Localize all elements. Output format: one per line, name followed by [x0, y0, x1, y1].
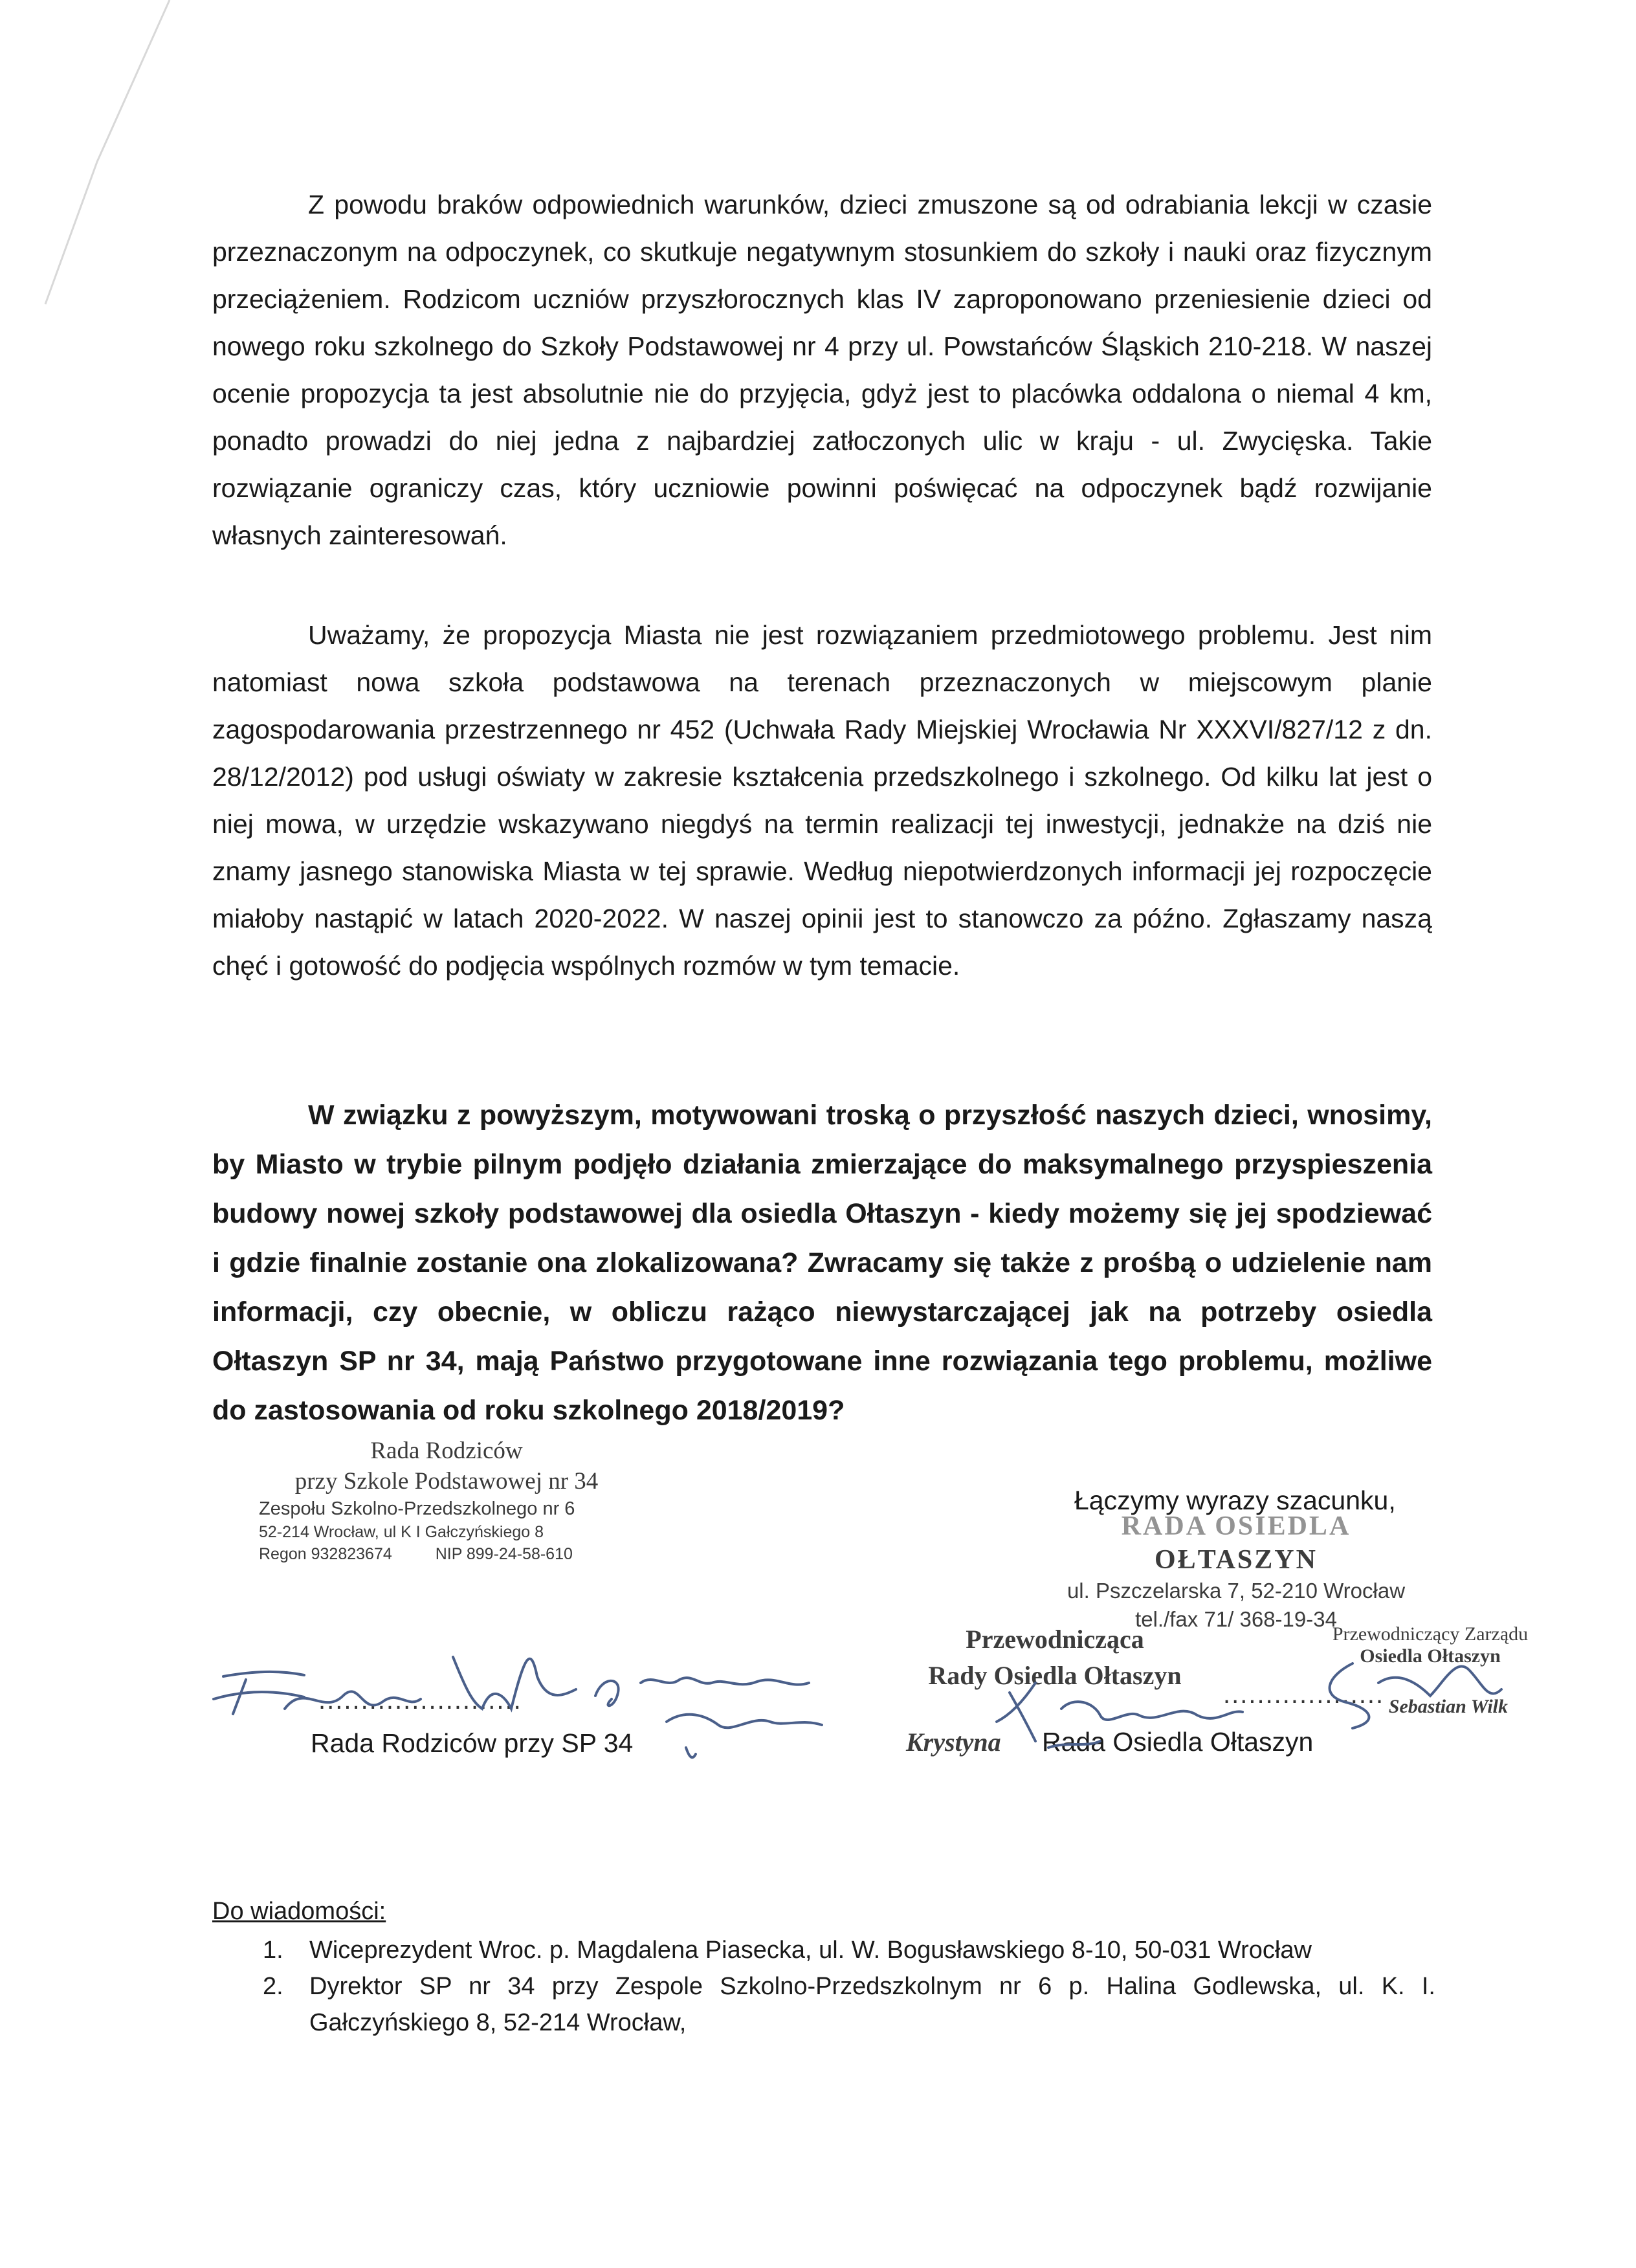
board-name: Sebastian Wilk	[1388, 1696, 1508, 1717]
distribution-items	[212, 1932, 1435, 2041]
paragraph-1	[212, 181, 1432, 559]
scan-edge-line	[0, 0, 194, 362]
paragraph-1-text: Z powodu braków odpowiednich warunków, dzieci zmuszone są od odrabiania lekcji w czasie przeznaczonym na odpoczynek, co skutkuje negatywnym stosunkiem do szkoły i nauki oraz fizycznym przeciążeniem. Rodzicom uczniów przyszłorocznych klas IV zaproponowano przeniesienie dzieci od nowego roku szkolnego do Szkoły Podstawowej nr 4 przy ul. Powstańców Śląskich 210-218. W naszej ocenie propozycja ta jest absolutnie nie do przyjęcia, gdyż jest to placówka oddalona o niemal 4 km, ponadto prowadzi do niej jedna z najbardziej zatłoczonych ulic w kraju - ul. Zwycięska. Takie rozwiązanie ograniczy czas, który uczniowie powinni poświęcać na odpoczynek bądź rozwijanie własnych zainteresowań.	[212, 190, 1432, 550]
district-council-stamp	[1010, 1511, 1463, 1634]
distribution-heading: Do wiadomości:	[212, 1898, 386, 1925]
paragraph-2	[212, 612, 1432, 990]
list-item	[212, 1932, 1435, 1968]
left-signature-dots: ........................	[318, 1686, 522, 1715]
list-item-text: Wiceprezydent Wroc. p. Magdalena Piasecka, ul. W. Bogusławskiego 8-10, 50-031 Wrocław	[309, 1937, 1312, 1964]
left-signature-caption: Rada Rodziców przy SP 34	[311, 1728, 634, 1758]
right-signature-caption: Rada Osiedla Ołtaszyn	[1042, 1727, 1314, 1757]
stamp-line-1: Rada Rodziców	[370, 1438, 523, 1464]
chair-name: Krystyna	[906, 1728, 1001, 1757]
closing-regards: Łączymy wyrazy szacunku,	[1074, 1485, 1396, 1515]
stamp-line-4: 52-214 Wrocław, ul K I Gałczyńskiego 8	[259, 1523, 544, 1541]
paragraph-2-text: Uważamy, że propozycja Miasta nie jest rozwiązaniem przedmiotowego problemu. Jest nim natomiast nowa szkoła podstawowa na terenach przeznaczonych w miejscowym planie zagospodarowania przestrzennego nr 452 (Uchwała Rady Miejskiej Wrocławia Nr XXXVI/827/12 z dn. 28/12/2012) pod usługi oświaty w zakresie kształcenia przedszkolnego i szkolnego. Od kilku lat jest o niej mowa, w urzędzie wskazywano niegdyś na termin realizacji tej inwestycji, jednakże na dziś nie znamy jasnego stanowiska Miasta w tej sprawie. Według niepotwierdzonych informacji jej rozpoczęcie miałoby nastąpić w latach 2020-2022. W naszej opinii jest to stanowczo za późno. Zgłaszamy naszą chęć i gotowość do podjęcia wspólnych rozmów w tym temacie.	[212, 620, 1432, 981]
stamp-line-2: przy Szkole Podstawowej nr 34	[294, 1468, 599, 1495]
paragraph-3-request	[212, 1091, 1432, 1435]
list-item-number: 1.	[263, 1937, 283, 1964]
board-title: Przewodniczący Zarządu	[1332, 1623, 1529, 1645]
stamp-nip: NIP 899-24-58-610	[435, 1545, 573, 1563]
parents-council-stamp	[259, 1436, 647, 1565]
chair-title: Przewodnicząca	[966, 1625, 1144, 1654]
stamp-council-name-2: OŁTASZYN	[1155, 1545, 1318, 1575]
board-council: Osiedla Ołtaszyn	[1360, 1645, 1501, 1667]
stamp-ids	[259, 1543, 647, 1565]
right-signature-dots: ...................	[1223, 1680, 1385, 1709]
paragraph-3-text: W związku z powyższym, motywowani troską o przyszłość naszych dzieci, wnosimy, by Miasto w trybie pilnym podjęło działania zmierzające do maksymalnego przyspieszenia budowy nowej szkoły podstawowej dla osiedla Ołtaszyn - kiedy możemy się jej spodziewać i gdzie finalnie zostanie ona zlokalizowana? Zwracamy się także z prośbą o udzielenie nam informacji, czy obecnie, w obliczu rażąco niewystarczającej jak na potrzeby osiedla Ołtaszyn SP nr 34, mają Państwo przygotowane inne rozwiązania tego problemu, możliwe do zastosowania od roku szkolnego 2018/2019?	[212, 1100, 1432, 1426]
stamp-line-3: Zespołu Szkolno-Przedszkolnego nr 6	[259, 1498, 575, 1519]
stamp-regon: Regon 932823674	[259, 1545, 392, 1563]
list-item-text: Dyrektor SP nr 34 przy Zespole Szkolno-Przedszkolnym nr 6 p. Halina Godlewska, ul. K. I. Gałczyńskiego 8, 52-214 Wrocław,	[309, 1973, 1435, 2036]
chair-council: Rady Osiedla Ołtaszyn	[928, 1661, 1182, 1690]
distribution-list	[212, 1893, 1435, 2041]
chairwoman-stamp	[887, 1621, 1223, 1694]
stamp-council-phone: tel./fax 71/ 368-19-34	[1135, 1607, 1337, 1631]
list-item-number: 2.	[263, 1973, 283, 2000]
stamp-council-address: ul. Pszczelarska 7, 52-210 Wrocław	[1067, 1579, 1406, 1603]
list-item	[212, 1968, 1435, 2041]
stamp-council-name-1: RADA OSIEDLA	[1121, 1511, 1351, 1541]
